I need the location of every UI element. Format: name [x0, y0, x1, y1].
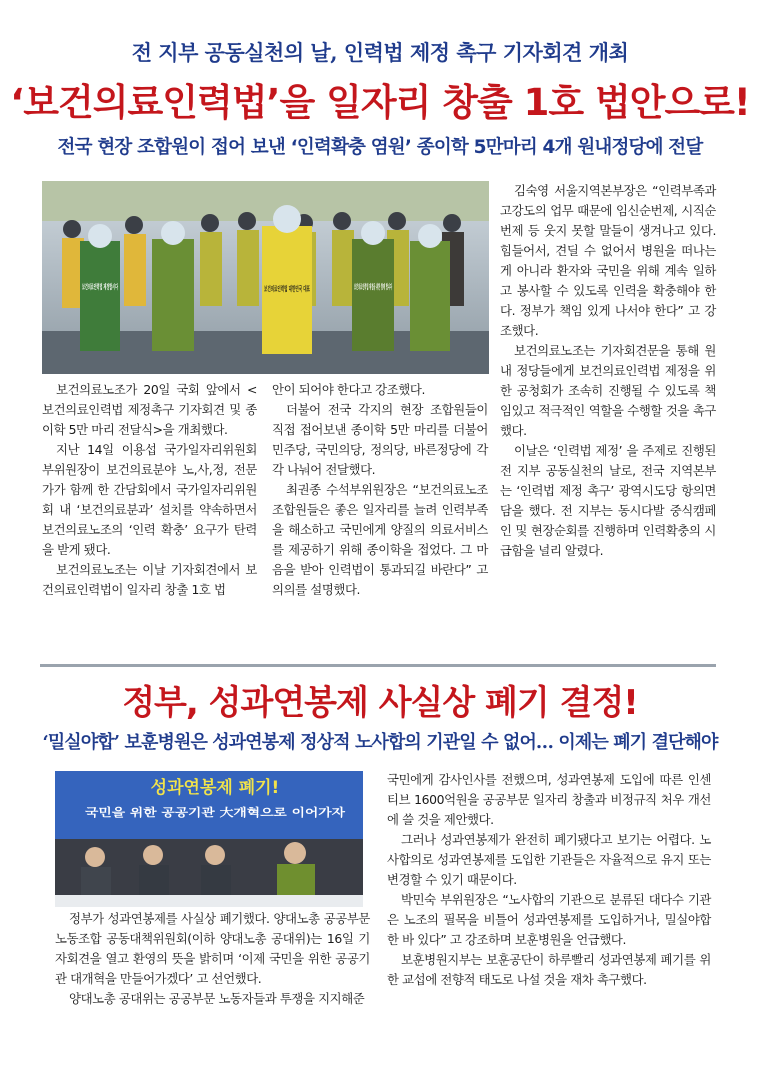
article1-col2-para: 더불어 전국 각지의 현장 조합원들이 직접 접어보낸 종이학 5만 마리를 더불어민주당, 국민의당, 정의당, 바른정당에 각각 나눠어 전달했다. — [272, 402, 488, 477]
article1-col2-para: 최권종 수석부위원장은 “보건의료노조 조합원들은 좋은 일자리를 늘려 인력부족을 해소하고 국민에게 양질의 의료서비스를 제공하기 위해 종이학을 접었다. 그 마음을 받아 인력법이 통과되길 바란다” 고 의의를 설명했다. — [272, 482, 488, 597]
photo-sign-2 — [264, 284, 310, 293]
article1-col3-para: 이날은 ‘인력법 제정’ 을 주제로 진행된 전 지부 공동실천의 날로, 전국 지역본부는 ‘인력법 제정 촉구’ 광역시도당 항의면담을 했다. 전 지부는 동시다발 중식캠페인 및 현장순회를 진행하며 인력확충의 시급함을 널리 알렸다. — [500, 443, 716, 558]
article1-col3-para: 보건의료노조는 기자회견문을 통해 원내 정당들에게 보건의료인력법 제정을 위한 공청회가 조속히 진행될 수 있도록 책임있고 적극적인 역할을 수행할 것을 촉구했다. — [500, 343, 716, 438]
article2-column-1 — [55, 909, 370, 1009]
rally-photo — [42, 181, 489, 374]
section-divider — [40, 664, 716, 667]
article1-column-1 — [42, 380, 257, 600]
article1-col3-para: 김숙영 서울지역본부장은 “인력부족과 고강도의 업무 때문에 임신순번제, 시직순번제 등 웃지 못할 말들이 생겨나고 있다. 힘들어서, 견딜 수 없어서 병원을 떠나는 게 아니라 환자와 국민을 위해 계속 일하고 봉사할 수 있도록 인력을 확충해야 한다. 정부가 책임 있게 나서야 한다” 고 강조했다. — [500, 183, 716, 338]
article2-col2-para: 그러나 성과연봉제가 완전히 폐기됐다고 보기는 어렵다. 노사합의로 성과연봉제를 도입한 기관들은 자율적으로 유지 또는 변경할 수 있기 때문이다. — [387, 832, 711, 887]
article2-col2-para: 보훈병원지부는 보훈공단이 하루빨리 성과연봉제 폐기를 위한 교섭에 전향적 태도로 나설 것을 재차 촉구했다. — [387, 952, 711, 987]
article1-subhead: 전국 현장 조합원이 접어 보낸 ‘인력확충 염원’ 종이학 5만마리 4개 원내정당에 전달 — [57, 137, 703, 158]
article2-col2-para: 박민숙 부위원장은 “노사합의 기관으로 분류된 대다수 기관은 노조의 필목을 비틀어 성과연봉제를 도입하거나, 밀실야합한 바 있다” 고 강조하며 보훈병원을 언급했다. — [387, 892, 711, 947]
rally-photo-illustration — [42, 181, 489, 374]
press-conference-illustration — [55, 771, 363, 907]
article1-col1-para: 보건의료노조는 이날 기자회견에서 보건의료인력법이 일자리 창출 1호 법 — [42, 562, 257, 597]
article2-col1-para: 양대노총 공대위는 공공부문 노동자들과 투쟁을 지지해준 — [69, 991, 365, 1006]
article1-column-3 — [500, 181, 716, 561]
article1-kicker: 전 지부 공동실천의 날, 인력법 제정 촉구 기자회견 개최 — [131, 40, 629, 65]
article1-headline: ‘보건의료인력법’을 일자리 창출 1호 법안으로! — [10, 81, 750, 124]
photo-sign-1 — [82, 282, 118, 291]
article1-col1-para: 보건의료노조가 20일 국회 앞에서 <보건의료인력법 제정촉구 기자회견 및 종이학 5만 마리 전달식>을 개최했다. — [42, 382, 257, 437]
article2-col2-para: 국민에게 감사인사를 전했으며, 성과연봉제 도입에 따른 인센티브 1600억원을 공공부문 일자리 창출과 비정규직 처우 개선에 쓸 것을 제안했다. — [387, 772, 711, 827]
article1-col1-para: 지난 14일 이용섭 국가일자리위원회 부위원장이 보건의료분야 노,사,정, 전문가가 함께 한 간담회에서 국가일자리위원회 내 ‘보건의료분과’ 설치를 약속하면서 보건의료노조의 ‘인력 확충’ 요구가 탄력을 받게 됐다. — [42, 442, 257, 557]
article2-headline: 정부, 성과연봉제 사실상 폐기 결정! — [122, 683, 638, 723]
press-conference-photo — [55, 771, 363, 907]
article2-column-2 — [387, 770, 711, 990]
photo-sign-3 — [354, 282, 392, 291]
article1-col2-para: 안이 되어야 한다고 강조했다. — [272, 382, 425, 397]
article1-column-2 — [272, 380, 488, 600]
banner-subtitle: 국민을 위한 공공기관 大개혁으로 이어가자 — [85, 806, 292, 819]
banner-title: 성과연봉제 폐기! — [150, 778, 280, 798]
article2-col1-para: 정부가 성과연봉제를 사실상 폐기했다. 양대노총 공공부문 노동조합 공동대책위원회(이하 양대노총 공대위)는 16일 기자회견을 열고 환영의 뜻을 밝히며 ‘이제 국민을 위한 공공기관 대개혁을 만들어가겠다’ 고 선언했다. — [55, 911, 370, 986]
article2-subhead: ‘밀실야합’ 보훈병원은 성과연봉제 정상적 노사합의 기관일 수 없어… 이제는 폐기 결단해야 — [42, 732, 718, 753]
